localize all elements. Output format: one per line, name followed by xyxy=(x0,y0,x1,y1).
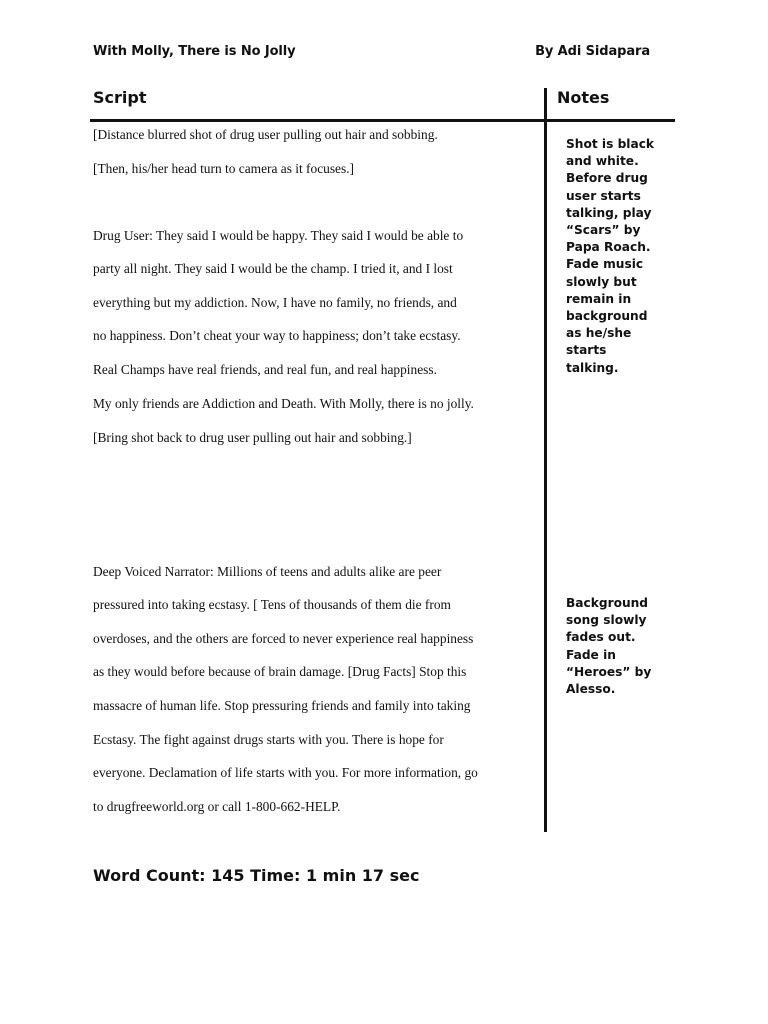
word-count-summary: Word Count: 145 Time: 1 min 17 sec xyxy=(93,866,420,885)
notes-column-heading: Notes xyxy=(557,88,610,107)
note-line: Before drug xyxy=(566,171,648,186)
note-line: Background xyxy=(566,596,649,610)
note-line: starts xyxy=(566,343,607,358)
note-line: song slowly xyxy=(566,613,647,628)
script-line: Real Champs have real friends, and real fun, and real happiness. xyxy=(93,362,437,377)
note-line: talking, play xyxy=(566,205,652,220)
script-line: as they would before because of brain damage. [Drug Facts] Stop this xyxy=(93,664,467,679)
script-column-heading: Script xyxy=(93,88,147,107)
note-line: “Scars” by xyxy=(566,223,641,238)
note-block-opening xyxy=(566,136,656,377)
script-line: everyone. Declamation of life starts with you. For more information, go xyxy=(93,765,478,780)
note-line: Papa Roach. xyxy=(566,240,651,255)
note-line: as he/she xyxy=(566,326,632,341)
note-line: Shot is black xyxy=(566,137,655,151)
header-author: By Adi Sidapara xyxy=(535,44,650,59)
note-block-narrator xyxy=(566,595,656,698)
note-line: background xyxy=(566,309,648,324)
script-line: overdoses, and the others are forced to never experience real happiness xyxy=(93,631,474,646)
script-line: Deep Voiced Narrator: Millions of teens and adults alike are peer xyxy=(93,564,442,579)
header-title: With Molly, There is No Jolly xyxy=(93,44,296,59)
script-line: [Bring shot back to drug user pulling out hair and sobbing.] xyxy=(93,430,412,445)
note-line: Alesso. xyxy=(566,682,616,697)
note-line: fades out. xyxy=(566,630,636,645)
script-line: no happiness. Don’t cheat your way to happiness; don’t take ecstasy. xyxy=(93,328,461,343)
script-line: massacre of human life. Stop pressuring friends and family into taking xyxy=(93,698,471,713)
script-line: Ecstasy. The fight against drugs starts with you. There is hope for xyxy=(93,732,444,747)
script-line: My only friends are Addiction and Death. With Molly, there is no jolly. xyxy=(93,396,474,411)
script-line: everything but my addiction. Now, I have no family, no friends, and xyxy=(93,295,457,310)
table-vertical-rule xyxy=(544,88,547,832)
script-line: [Distance blurred shot of drug user pulling out hair and sobbing. xyxy=(93,127,438,142)
note-line: talking. xyxy=(566,360,619,375)
script-line: pressured into taking ecstasy. [ Tens of thousands of them die from xyxy=(93,597,451,612)
script-line: to drugfreeworld.org or call 1-800-662-HELP. xyxy=(93,799,341,814)
script-line: party all night. They said I would be the champ. I tried it, and I lost xyxy=(93,261,453,276)
note-line: user starts xyxy=(566,188,641,203)
note-line: “Heroes” by xyxy=(566,664,652,679)
note-line: and white. xyxy=(566,154,639,169)
note-line: Fade in xyxy=(566,647,616,662)
note-line: Fade music xyxy=(566,257,644,272)
script-line: Drug User: They said I would be happy. They said I would be able to xyxy=(93,228,464,243)
note-line: slowly but xyxy=(566,274,637,289)
note-line: remain in xyxy=(566,291,632,306)
table-horizontal-rule xyxy=(90,119,675,122)
script-line: [Then, his/her head turn to camera as it focuses.] xyxy=(93,161,355,176)
